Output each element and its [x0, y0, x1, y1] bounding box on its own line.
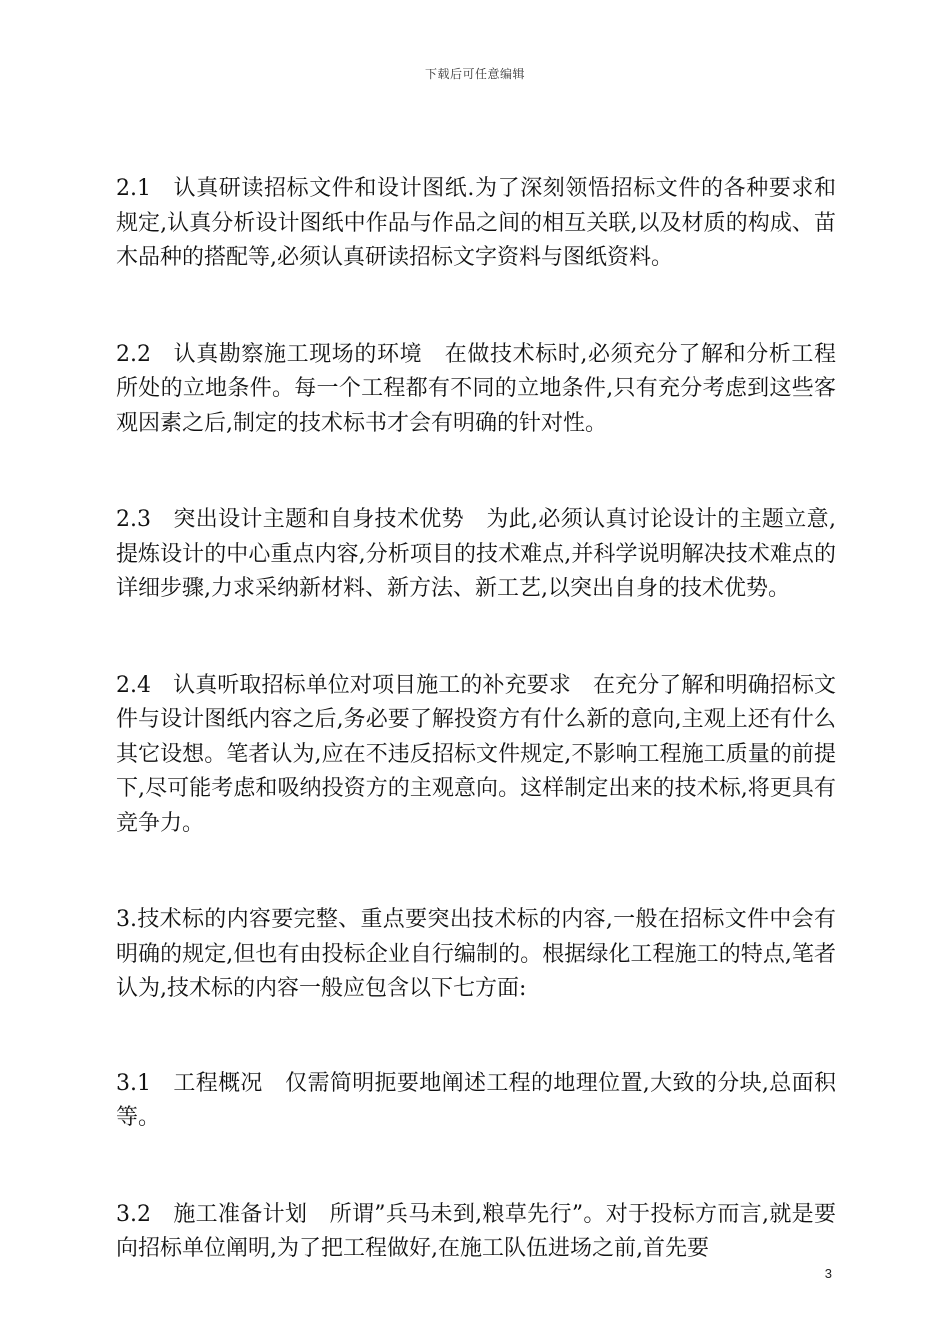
paragraph-3-2 [116, 1198, 836, 1267]
section-number: 3. [116, 907, 137, 932]
paragraph-text: 突出设计主题和自身技术优势 为此,必须认真讨论设计的主题立意,提炼设计的中心重点内容,分析项目的技术难点,并科学说明解决技术难点的详细步骤,力求采纳新材料、新方法、新工艺,以突出自身的技术优势。 [116, 507, 836, 601]
section-number: 2.3 [116, 507, 151, 532]
paragraph-3 [116, 903, 836, 1007]
document-body [116, 172, 836, 1329]
section-number: 3.2 [116, 1201, 151, 1227]
paragraph-2-1 [116, 172, 836, 276]
paragraph-text: 施工准备计划 所谓”兵马未到,粮草先行”。对于投标方而言,就是要向招标单位阐明,为了把工程做好,在施工队伍进场之前,首先要 [116, 1201, 836, 1261]
page-header: 下载后可任意编辑 [424, 67, 525, 81]
section-number: 2.2 [116, 341, 151, 367]
section-number: 2.1 [116, 176, 151, 201]
paragraph-text: 工程概况 仅需简明扼要地阐述工程的地理位置,大致的分块,总面积等。 [116, 1070, 836, 1130]
paragraph-text: 认真研读招标文件和设计图纸.为了深刻领悟招标文件的各种要求和规定,认真分析设计图纸中作品与作品之间的相互关联,以及材质的构成、苗木品种的搭配等,必须认真研读招标文字资料与图纸资料。 [116, 176, 836, 270]
paragraph-2-2 [116, 338, 836, 442]
section-number: 3.1 [116, 1070, 151, 1096]
page-number: 3 [824, 1266, 832, 1281]
paragraph-text: 认真听取招标单位对项目施工的补充要求 在充分了解和明确招标文件与设计图纸内容之后,务必要了解投资方有什么新的意向,主观上还有什么其它设想。笔者认为,应在不违反招标文件规定,不影响工程施工质量的前提下,尽可能考虑和吸纳投资方的主观意向。这样制定出来的技术标,将更具有竞争力。 [116, 672, 836, 836]
paragraph-3-1 [116, 1067, 836, 1136]
paragraph-text: 技术标的内容要完整、重点要突出技术标的内容,一般在招标文件中会有明确的规定,但也有由投标企业自行编制的。根据绿化工程施工的特点,笔者认为,技术标的内容一般应包含以下七方面: [116, 907, 836, 1001]
section-number: 2.4 [116, 672, 151, 698]
paragraph-2-4 [116, 669, 836, 842]
paragraph-text: 认真勘察施工现场的环境 在做技术标时,必须充分了解和分析工程所处的立地条件。每一个工程都有不同的立地条件,只有充分考虑到这些客观因素之后,制定的技术标书才会有明确的针对性。 [116, 341, 836, 436]
paragraph-2-3 [116, 503, 836, 607]
